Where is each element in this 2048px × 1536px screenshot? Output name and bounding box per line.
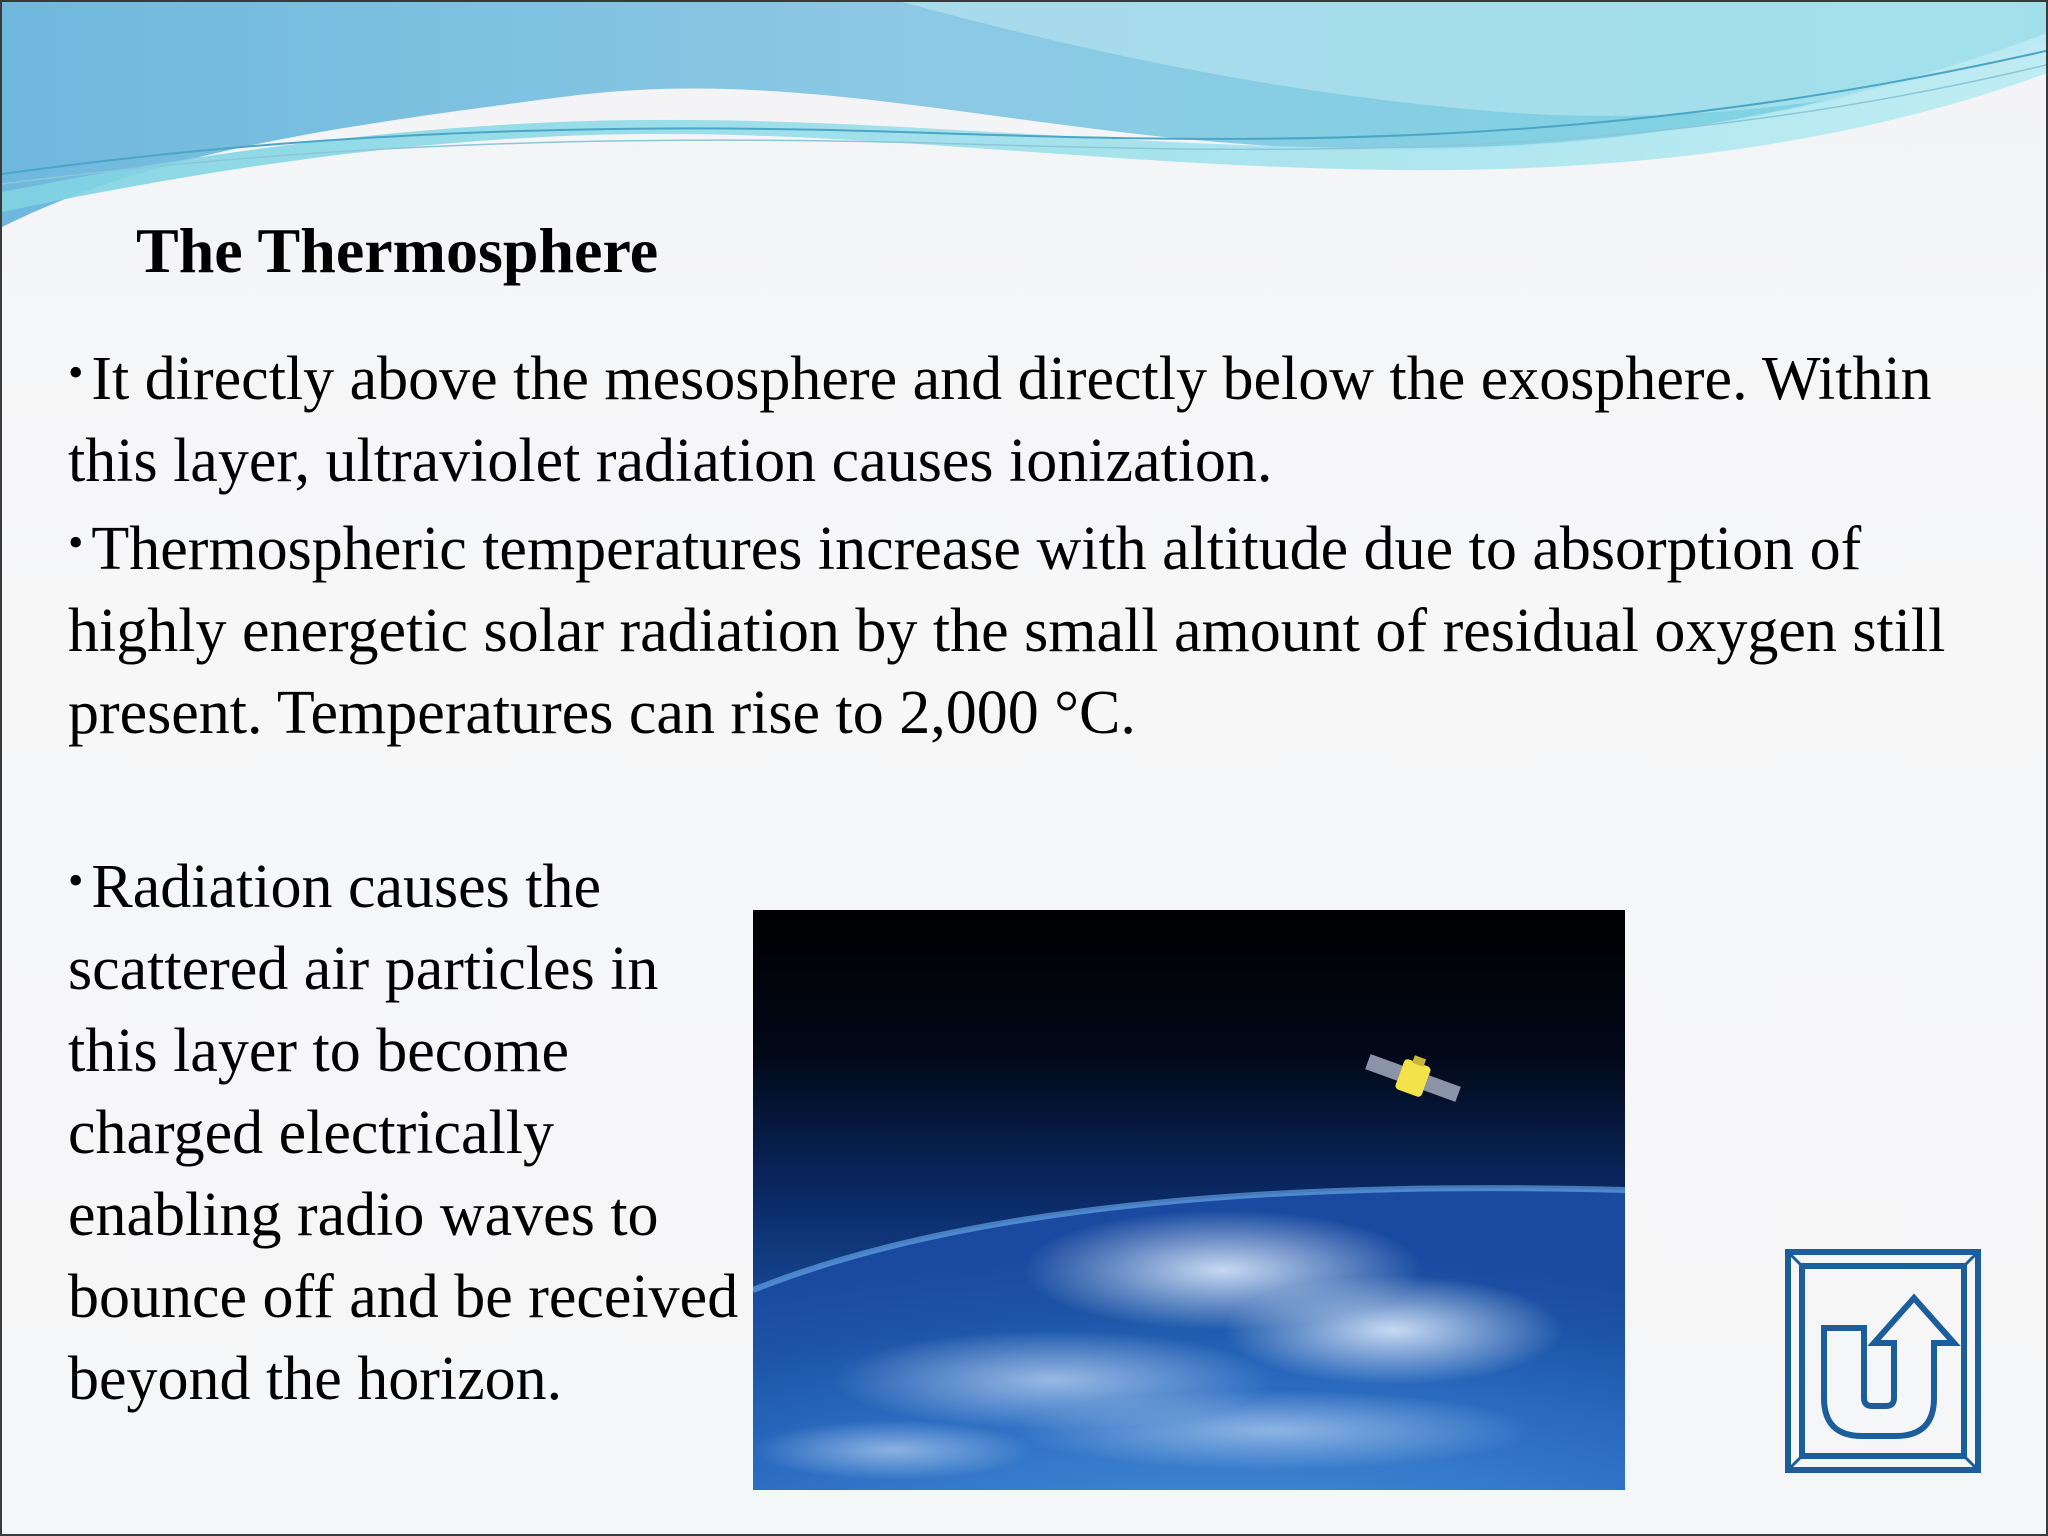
header-wave-decoration [2, 2, 2048, 242]
slide-title: The Thermosphere [136, 215, 659, 286]
side-bullet-item [68, 840, 758, 1420]
bullet-mark: • [68, 348, 84, 397]
return-button[interactable] [1784, 1248, 1982, 1474]
bullet-item [68, 502, 1968, 754]
bullet-text: It directly above the mesosphere and directly below the exosphere. Within this layer, ultraviolet radiation causes ionization. [68, 345, 1932, 495]
bullet-item [68, 332, 1968, 502]
earth-satellite-photo [753, 910, 1625, 1490]
bullet-text: Radiation causes the scattered air particles in this layer to become charged electrically enabling radio waves to bounce off and be received beyond the horizon. [68, 853, 739, 1413]
earth-satellite-illustration [753, 910, 1625, 1490]
return-arrow-icon [1784, 1248, 1982, 1474]
bullet-list [68, 332, 1968, 754]
bullet-text: Thermospheric temperatures increase with altitude due to absorption of highly energetic solar radiation by the small amount of residual oxygen still present. Temperatures can rise to 2,000 °C. [68, 515, 1946, 747]
bullet-mark: • [68, 518, 84, 567]
bullet-mark: • [68, 856, 84, 905]
